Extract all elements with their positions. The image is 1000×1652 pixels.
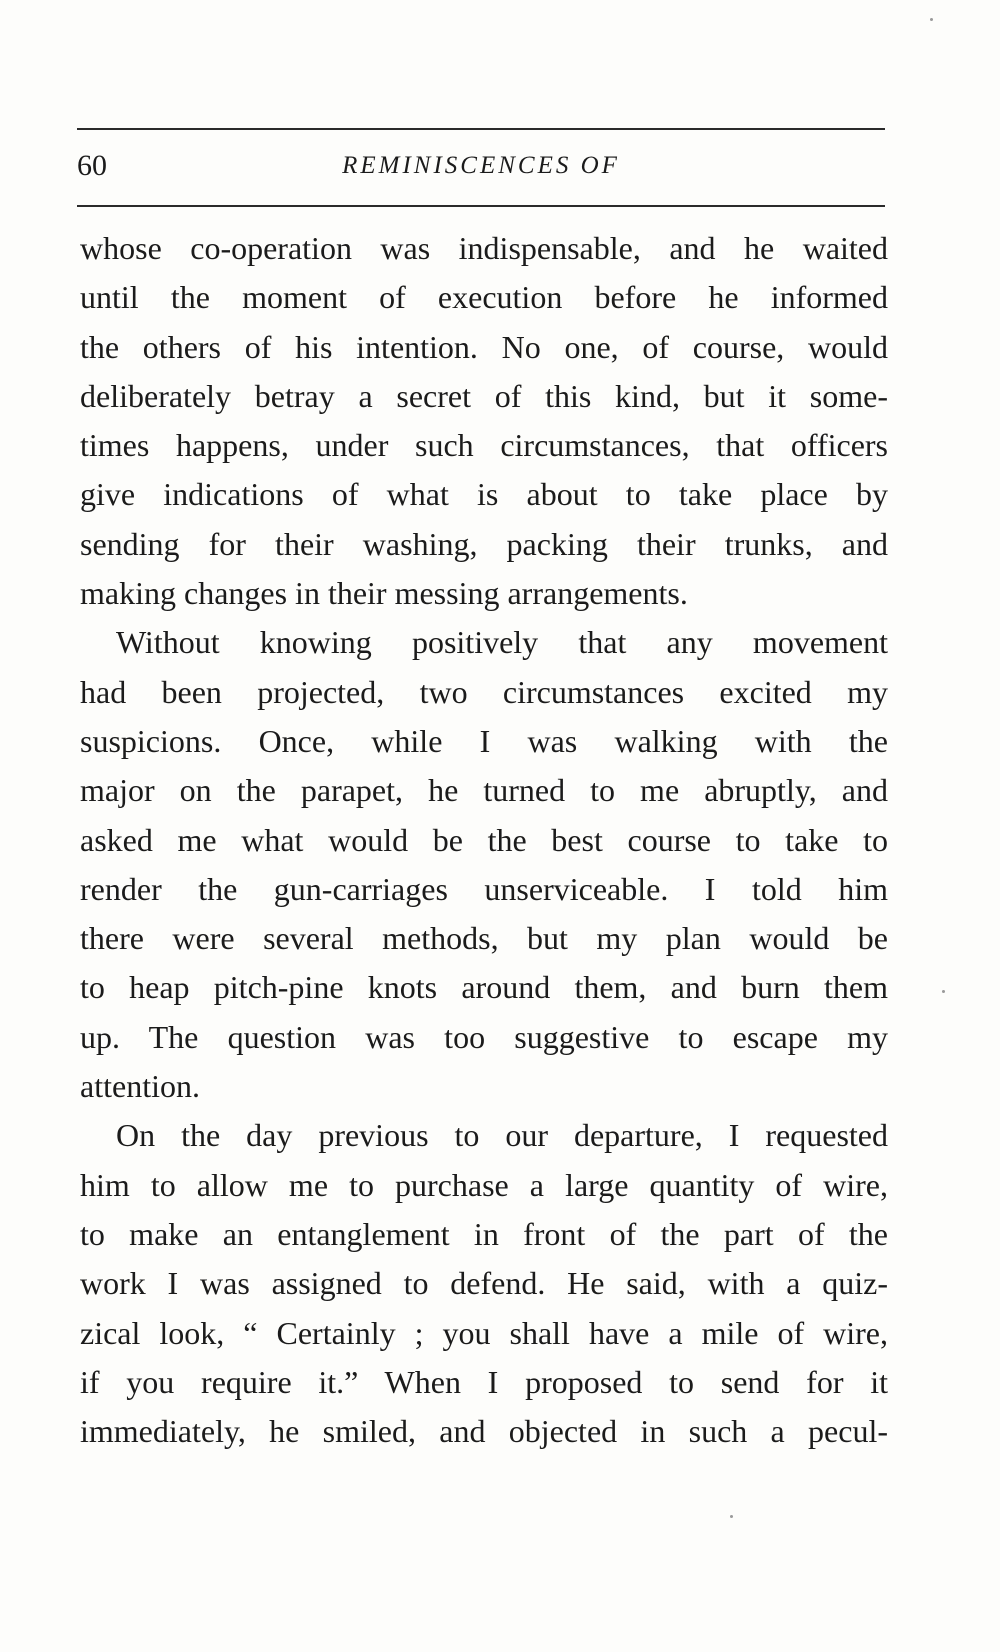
text-line: immediately, he smiled, and objected in such a pecul-: [80, 1413, 888, 1450]
text-line: until the moment of execution before he informed: [80, 279, 888, 316]
text-line: if you require it.” When I proposed to send for it: [80, 1363, 888, 1400]
text-line: major on the parapet, he turned to me abruptly, and: [80, 772, 888, 809]
paragraph-1: [80, 224, 888, 618]
paper-speck: [942, 990, 945, 993]
text-line: times happens, under such circumstances, that officers: [80, 427, 888, 464]
text-line: zical look, “ Certainly ; you shall have a mile of wire,: [80, 1314, 888, 1351]
text-line: to make an entanglement in front of the part of the: [80, 1215, 888, 1252]
text-line: to heap pitch-pine knots around them, and burn them: [80, 969, 888, 1006]
page-number: 60: [77, 149, 107, 182]
paper-speck: [730, 1515, 733, 1518]
page-header: [77, 140, 885, 190]
text-line: making changes in their messing arrangements.: [80, 575, 688, 612]
text-line: him to allow me to purchase a large quantity of wire,: [80, 1166, 888, 1203]
header-top-rule: [77, 128, 885, 130]
text-line: whose co-operation was indispensable, and he waited: [80, 230, 888, 266]
text-line: sending for their washing, packing their trunks, and: [80, 525, 888, 562]
text-line: suspicions. Once, while I was walking with the: [80, 722, 888, 759]
text-line: Without knowing positively that any movement: [116, 624, 888, 661]
header-bottom-rule: [77, 205, 885, 207]
paragraph-3: [80, 1111, 888, 1456]
text-line: give indications of what is about to take place by: [80, 476, 888, 513]
text-line: up. The question was too suggestive to escape my: [80, 1018, 888, 1055]
text-line: deliberately betray a secret of this kind, but it some-: [80, 377, 888, 414]
text-line: asked me what would be the best course to take to: [80, 821, 888, 858]
running-head: REMINISCENCES OF: [342, 152, 620, 179]
paper-speck: [930, 18, 933, 21]
body-text: [80, 224, 888, 1456]
text-line: On the day previous to our departure, I requested: [116, 1117, 888, 1154]
text-line: render the gun-carriages unserviceable. I told him: [80, 870, 888, 907]
text-line: work I was assigned to defend. He said, with a quiz-: [80, 1265, 888, 1302]
text-line: attention.: [80, 1068, 200, 1105]
text-line: the others of his intention. No one, of course, would: [80, 328, 888, 365]
text-line: had been projected, two circumstances excited my: [80, 673, 888, 710]
paragraph-2: [80, 618, 888, 1111]
text-line: there were several methods, but my plan would be: [80, 920, 888, 957]
